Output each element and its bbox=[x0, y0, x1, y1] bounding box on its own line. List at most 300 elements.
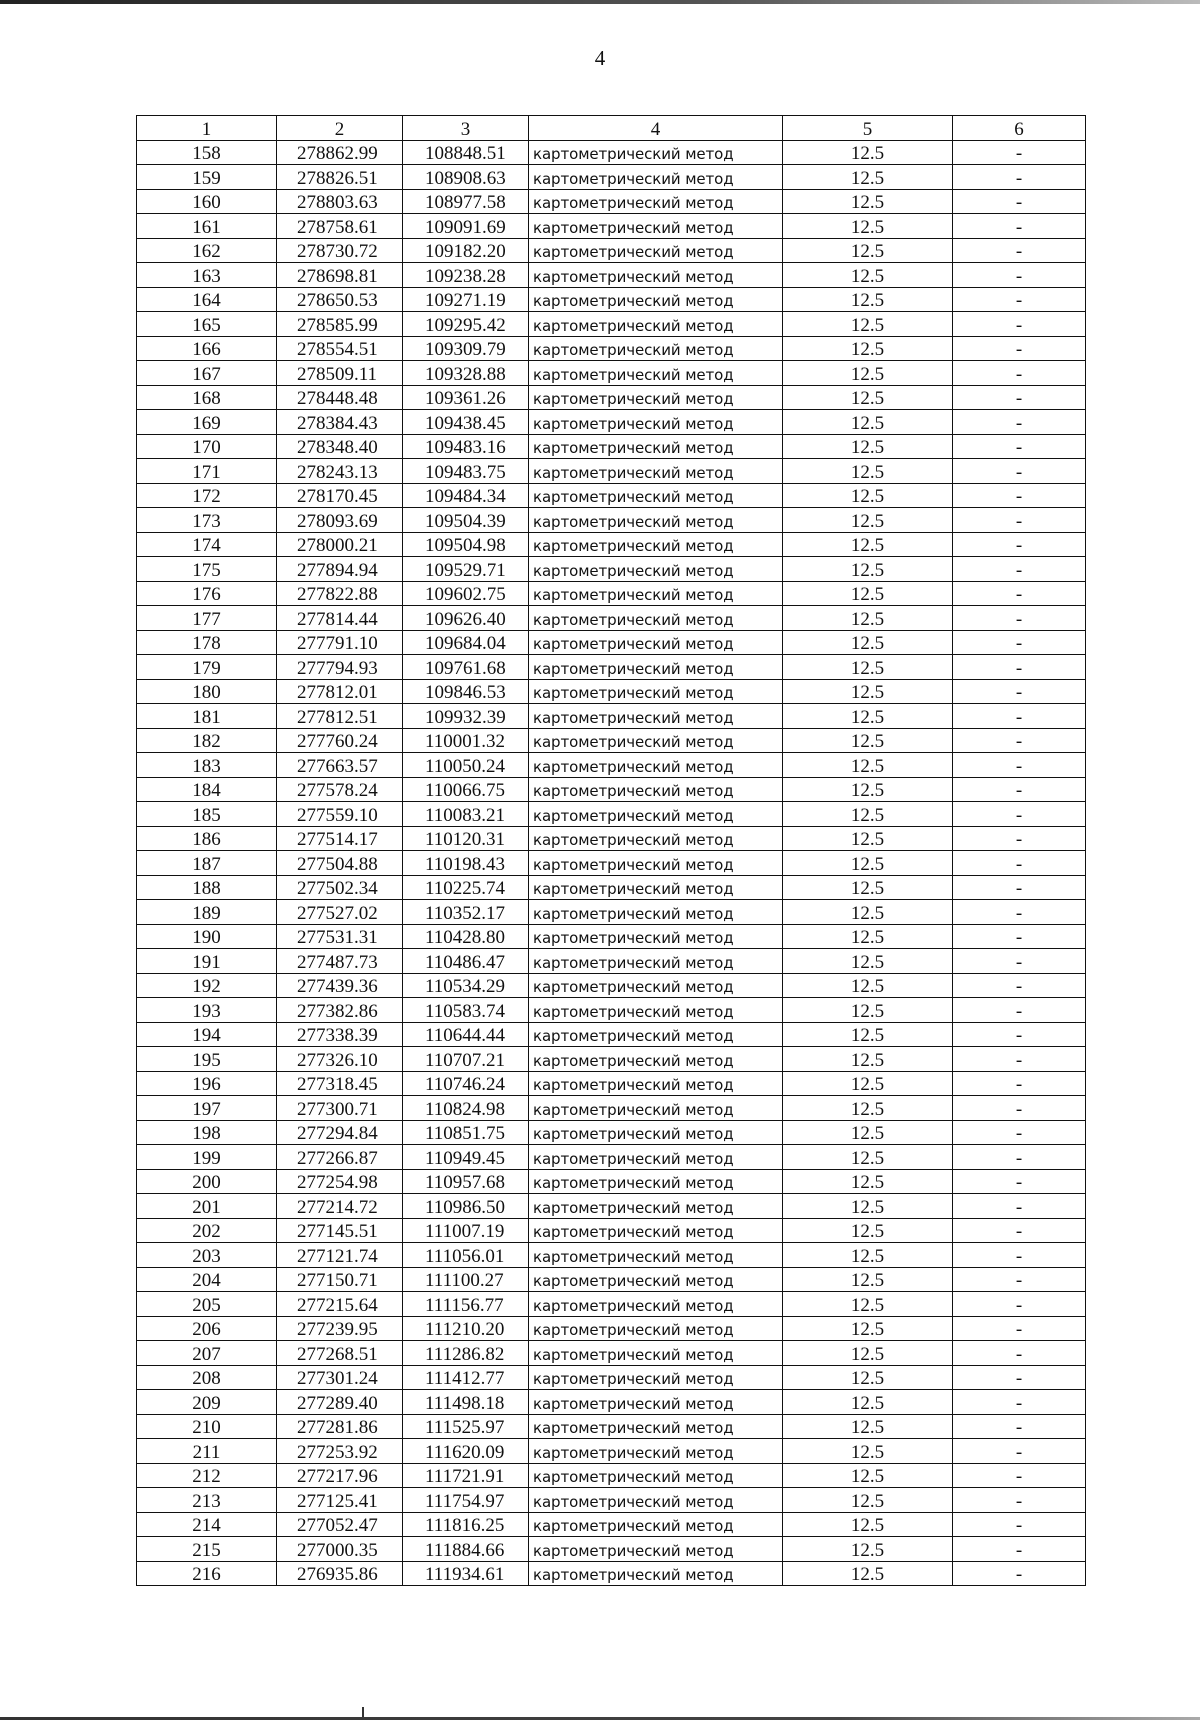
method-cell: картометрический метод bbox=[529, 1292, 783, 1317]
table-row bbox=[137, 214, 1086, 239]
accuracy-cell: 12.5 bbox=[783, 140, 953, 165]
accuracy-cell: 12.5 bbox=[783, 1194, 953, 1219]
coordinates-table bbox=[136, 115, 1086, 1586]
method-cell: картометрический метод bbox=[529, 949, 783, 974]
y-coordinate-cell: 111412.77 bbox=[403, 1365, 529, 1390]
point-number-cell: 196 bbox=[137, 1071, 277, 1096]
table-row bbox=[137, 1145, 1086, 1170]
x-coordinate-cell: 277318.45 bbox=[277, 1071, 403, 1096]
method-cell: картометрический метод bbox=[529, 1022, 783, 1047]
point-number-cell: 166 bbox=[137, 336, 277, 361]
point-number-cell: 195 bbox=[137, 1047, 277, 1072]
method-cell: картометрический метод bbox=[529, 508, 783, 533]
accuracy-cell: 12.5 bbox=[783, 1267, 953, 1292]
y-coordinate-cell: 109238.28 bbox=[403, 263, 529, 288]
table-row bbox=[137, 655, 1086, 680]
point-number-cell: 186 bbox=[137, 826, 277, 851]
y-coordinate-cell: 111100.27 bbox=[403, 1267, 529, 1292]
point-number-cell: 205 bbox=[137, 1292, 277, 1317]
x-coordinate-cell: 277894.94 bbox=[277, 557, 403, 582]
point-number-cell: 211 bbox=[137, 1439, 277, 1464]
accuracy-cell: 12.5 bbox=[783, 1561, 953, 1586]
y-coordinate-cell: 111498.18 bbox=[403, 1390, 529, 1415]
point-number-cell: 163 bbox=[137, 263, 277, 288]
empty-marker-cell: - bbox=[953, 165, 1086, 190]
column-header: 6 bbox=[953, 116, 1086, 141]
x-coordinate-cell: 278093.69 bbox=[277, 508, 403, 533]
method-cell: картометрический метод bbox=[529, 165, 783, 190]
empty-marker-cell: - bbox=[953, 1512, 1086, 1537]
table-row bbox=[137, 532, 1086, 557]
empty-marker-cell: - bbox=[953, 532, 1086, 557]
accuracy-cell: 12.5 bbox=[783, 361, 953, 386]
point-number-cell: 159 bbox=[137, 165, 277, 190]
accuracy-cell: 12.5 bbox=[783, 1071, 953, 1096]
y-coordinate-cell: 111525.97 bbox=[403, 1414, 529, 1439]
point-number-cell: 177 bbox=[137, 606, 277, 631]
y-coordinate-cell: 110644.44 bbox=[403, 1022, 529, 1047]
y-coordinate-cell: 111754.97 bbox=[403, 1488, 529, 1513]
x-coordinate-cell: 277215.64 bbox=[277, 1292, 403, 1317]
accuracy-cell: 12.5 bbox=[783, 704, 953, 729]
y-coordinate-cell: 110824.98 bbox=[403, 1096, 529, 1121]
y-coordinate-cell: 108908.63 bbox=[403, 165, 529, 190]
x-coordinate-cell: 277578.24 bbox=[277, 777, 403, 802]
empty-marker-cell: - bbox=[953, 483, 1086, 508]
accuracy-cell: 12.5 bbox=[783, 606, 953, 631]
accuracy-cell: 12.5 bbox=[783, 434, 953, 459]
point-number-cell: 161 bbox=[137, 214, 277, 239]
empty-marker-cell: - bbox=[953, 1414, 1086, 1439]
y-coordinate-cell: 109438.45 bbox=[403, 410, 529, 435]
point-number-cell: 175 bbox=[137, 557, 277, 582]
table-row bbox=[137, 385, 1086, 410]
empty-marker-cell: - bbox=[953, 1096, 1086, 1121]
method-cell: картометрический метод bbox=[529, 1512, 783, 1537]
table-row bbox=[137, 140, 1086, 165]
column-header: 3 bbox=[403, 116, 529, 141]
x-coordinate-cell: 278862.99 bbox=[277, 140, 403, 165]
table-row bbox=[137, 924, 1086, 949]
point-number-cell: 174 bbox=[137, 532, 277, 557]
point-number-cell: 198 bbox=[137, 1120, 277, 1145]
method-cell: картометрический метод bbox=[529, 532, 783, 557]
point-number-cell: 164 bbox=[137, 287, 277, 312]
table-row bbox=[137, 1390, 1086, 1415]
empty-marker-cell: - bbox=[953, 875, 1086, 900]
table-body bbox=[137, 140, 1086, 1586]
method-cell: картометрический метод bbox=[529, 826, 783, 851]
table-row bbox=[137, 1194, 1086, 1219]
x-coordinate-cell: 277214.72 bbox=[277, 1194, 403, 1219]
x-coordinate-cell: 278585.99 bbox=[277, 312, 403, 337]
method-cell: картометрический метод bbox=[529, 1365, 783, 1390]
empty-marker-cell: - bbox=[953, 1365, 1086, 1390]
y-coordinate-cell: 109932.39 bbox=[403, 704, 529, 729]
point-number-cell: 172 bbox=[137, 483, 277, 508]
x-coordinate-cell: 277125.41 bbox=[277, 1488, 403, 1513]
point-number-cell: 173 bbox=[137, 508, 277, 533]
point-number-cell: 190 bbox=[137, 924, 277, 949]
x-coordinate-cell: 277294.84 bbox=[277, 1120, 403, 1145]
y-coordinate-cell: 109182.20 bbox=[403, 238, 529, 263]
empty-marker-cell: - bbox=[953, 630, 1086, 655]
empty-marker-cell: - bbox=[953, 606, 1086, 631]
table-row bbox=[137, 973, 1086, 998]
point-number-cell: 167 bbox=[137, 361, 277, 386]
x-coordinate-cell: 277663.57 bbox=[277, 753, 403, 778]
empty-marker-cell: - bbox=[953, 1561, 1086, 1586]
scan-edge-bottom bbox=[0, 1717, 1200, 1720]
accuracy-cell: 12.5 bbox=[783, 1243, 953, 1268]
y-coordinate-cell: 110120.31 bbox=[403, 826, 529, 851]
x-coordinate-cell: 277266.87 bbox=[277, 1145, 403, 1170]
method-cell: картометрический метод bbox=[529, 1243, 783, 1268]
empty-marker-cell: - bbox=[953, 140, 1086, 165]
table-row bbox=[137, 1267, 1086, 1292]
y-coordinate-cell: 109361.26 bbox=[403, 385, 529, 410]
accuracy-cell: 12.5 bbox=[783, 679, 953, 704]
table-row bbox=[137, 336, 1086, 361]
y-coordinate-cell: 111007.19 bbox=[403, 1218, 529, 1243]
table-row bbox=[137, 1022, 1086, 1047]
empty-marker-cell: - bbox=[953, 557, 1086, 582]
table-row bbox=[137, 312, 1086, 337]
x-coordinate-cell: 277253.92 bbox=[277, 1439, 403, 1464]
empty-marker-cell: - bbox=[953, 214, 1086, 239]
accuracy-cell: 12.5 bbox=[783, 532, 953, 557]
point-number-cell: 171 bbox=[137, 459, 277, 484]
x-coordinate-cell: 277504.88 bbox=[277, 851, 403, 876]
x-coordinate-cell: 277289.40 bbox=[277, 1390, 403, 1415]
accuracy-cell: 12.5 bbox=[783, 655, 953, 680]
point-number-cell: 197 bbox=[137, 1096, 277, 1121]
table-row bbox=[137, 704, 1086, 729]
y-coordinate-cell: 111721.91 bbox=[403, 1463, 529, 1488]
table-row bbox=[137, 998, 1086, 1023]
x-coordinate-cell: 277531.31 bbox=[277, 924, 403, 949]
method-cell: картометрический метод bbox=[529, 1071, 783, 1096]
x-coordinate-cell: 277527.02 bbox=[277, 900, 403, 925]
y-coordinate-cell: 110949.45 bbox=[403, 1145, 529, 1170]
table-row bbox=[137, 900, 1086, 925]
empty-marker-cell: - bbox=[953, 1439, 1086, 1464]
table-header-row bbox=[137, 116, 1086, 141]
x-coordinate-cell: 278448.48 bbox=[277, 385, 403, 410]
y-coordinate-cell: 109091.69 bbox=[403, 214, 529, 239]
accuracy-cell: 12.5 bbox=[783, 802, 953, 827]
empty-marker-cell: - bbox=[953, 1341, 1086, 1366]
accuracy-cell: 12.5 bbox=[783, 1463, 953, 1488]
accuracy-cell: 12.5 bbox=[783, 973, 953, 998]
x-coordinate-cell: 278803.63 bbox=[277, 189, 403, 214]
point-number-cell: 200 bbox=[137, 1169, 277, 1194]
accuracy-cell: 12.5 bbox=[783, 312, 953, 337]
accuracy-cell: 12.5 bbox=[783, 851, 953, 876]
empty-marker-cell: - bbox=[953, 410, 1086, 435]
accuracy-cell: 12.5 bbox=[783, 483, 953, 508]
point-number-cell: 201 bbox=[137, 1194, 277, 1219]
accuracy-cell: 12.5 bbox=[783, 1341, 953, 1366]
empty-marker-cell: - bbox=[953, 1120, 1086, 1145]
empty-marker-cell: - bbox=[953, 1169, 1086, 1194]
y-coordinate-cell: 109504.98 bbox=[403, 532, 529, 557]
accuracy-cell: 12.5 bbox=[783, 949, 953, 974]
accuracy-cell: 12.5 bbox=[783, 263, 953, 288]
method-cell: картометрический метод bbox=[529, 998, 783, 1023]
accuracy-cell: 12.5 bbox=[783, 1390, 953, 1415]
y-coordinate-cell: 110707.21 bbox=[403, 1047, 529, 1072]
empty-marker-cell: - bbox=[953, 238, 1086, 263]
x-coordinate-cell: 277822.88 bbox=[277, 581, 403, 606]
method-cell: картометрический метод bbox=[529, 1561, 783, 1586]
accuracy-cell: 12.5 bbox=[783, 385, 953, 410]
method-cell: картометрический метод bbox=[529, 336, 783, 361]
point-number-cell: 184 bbox=[137, 777, 277, 802]
point-number-cell: 213 bbox=[137, 1488, 277, 1513]
table-row bbox=[137, 1243, 1086, 1268]
x-coordinate-cell: 277812.01 bbox=[277, 679, 403, 704]
table-row bbox=[137, 1341, 1086, 1366]
method-cell: картометрический метод bbox=[529, 1194, 783, 1219]
y-coordinate-cell: 110050.24 bbox=[403, 753, 529, 778]
y-coordinate-cell: 110583.74 bbox=[403, 998, 529, 1023]
empty-marker-cell: - bbox=[953, 1316, 1086, 1341]
method-cell: картометрический метод bbox=[529, 1463, 783, 1488]
table-row bbox=[137, 165, 1086, 190]
point-number-cell: 178 bbox=[137, 630, 277, 655]
empty-marker-cell: - bbox=[953, 1145, 1086, 1170]
table-row bbox=[137, 1047, 1086, 1072]
y-coordinate-cell: 111210.20 bbox=[403, 1316, 529, 1341]
y-coordinate-cell: 109761.68 bbox=[403, 655, 529, 680]
y-coordinate-cell: 109328.88 bbox=[403, 361, 529, 386]
table-row bbox=[137, 875, 1086, 900]
accuracy-cell: 12.5 bbox=[783, 1414, 953, 1439]
accuracy-cell: 12.5 bbox=[783, 1488, 953, 1513]
y-coordinate-cell: 110986.50 bbox=[403, 1194, 529, 1219]
x-coordinate-cell: 278384.43 bbox=[277, 410, 403, 435]
table-row bbox=[137, 777, 1086, 802]
table-row bbox=[137, 508, 1086, 533]
method-cell: картометрический метод bbox=[529, 630, 783, 655]
x-coordinate-cell: 278730.72 bbox=[277, 238, 403, 263]
point-number-cell: 199 bbox=[137, 1145, 277, 1170]
accuracy-cell: 12.5 bbox=[783, 924, 953, 949]
accuracy-cell: 12.5 bbox=[783, 1537, 953, 1562]
point-number-cell: 202 bbox=[137, 1218, 277, 1243]
method-cell: картометрический метод bbox=[529, 924, 783, 949]
point-number-cell: 206 bbox=[137, 1316, 277, 1341]
y-coordinate-cell: 110851.75 bbox=[403, 1120, 529, 1145]
y-coordinate-cell: 111884.66 bbox=[403, 1537, 529, 1562]
empty-marker-cell: - bbox=[953, 1390, 1086, 1415]
table-row bbox=[137, 410, 1086, 435]
y-coordinate-cell: 110957.68 bbox=[403, 1169, 529, 1194]
accuracy-cell: 12.5 bbox=[783, 557, 953, 582]
method-cell: картометрический метод bbox=[529, 214, 783, 239]
table-row bbox=[137, 1218, 1086, 1243]
y-coordinate-cell: 108848.51 bbox=[403, 140, 529, 165]
method-cell: картометрический метод bbox=[529, 1096, 783, 1121]
method-cell: картометрический метод bbox=[529, 973, 783, 998]
point-number-cell: 185 bbox=[137, 802, 277, 827]
accuracy-cell: 12.5 bbox=[783, 214, 953, 239]
y-coordinate-cell: 111816.25 bbox=[403, 1512, 529, 1537]
empty-marker-cell: - bbox=[953, 851, 1086, 876]
x-coordinate-cell: 278650.53 bbox=[277, 287, 403, 312]
accuracy-cell: 12.5 bbox=[783, 1218, 953, 1243]
method-cell: картометрический метод bbox=[529, 557, 783, 582]
method-cell: картометрический метод bbox=[529, 312, 783, 337]
x-coordinate-cell: 277382.86 bbox=[277, 998, 403, 1023]
table-row bbox=[137, 483, 1086, 508]
table-row bbox=[137, 606, 1086, 631]
point-number-cell: 189 bbox=[137, 900, 277, 925]
y-coordinate-cell: 111056.01 bbox=[403, 1243, 529, 1268]
table-row bbox=[137, 728, 1086, 753]
point-number-cell: 212 bbox=[137, 1463, 277, 1488]
accuracy-cell: 12.5 bbox=[783, 410, 953, 435]
point-number-cell: 204 bbox=[137, 1267, 277, 1292]
x-coordinate-cell: 277268.51 bbox=[277, 1341, 403, 1366]
empty-marker-cell: - bbox=[953, 1243, 1086, 1268]
accuracy-cell: 12.5 bbox=[783, 238, 953, 263]
point-number-cell: 193 bbox=[137, 998, 277, 1023]
accuracy-cell: 12.5 bbox=[783, 1512, 953, 1537]
method-cell: картометрический метод bbox=[529, 1390, 783, 1415]
table-row bbox=[137, 802, 1086, 827]
y-coordinate-cell: 110001.32 bbox=[403, 728, 529, 753]
empty-marker-cell: - bbox=[953, 753, 1086, 778]
x-coordinate-cell: 277514.17 bbox=[277, 826, 403, 851]
method-cell: картометрический метод bbox=[529, 1488, 783, 1513]
method-cell: картометрический метод bbox=[529, 851, 783, 876]
y-coordinate-cell: 109684.04 bbox=[403, 630, 529, 655]
x-coordinate-cell: 277150.71 bbox=[277, 1267, 403, 1292]
method-cell: картометрический метод bbox=[529, 753, 783, 778]
table-row bbox=[137, 189, 1086, 214]
empty-marker-cell: - bbox=[953, 826, 1086, 851]
y-coordinate-cell: 110198.43 bbox=[403, 851, 529, 876]
y-coordinate-cell: 111934.61 bbox=[403, 1561, 529, 1586]
scan-edge-top bbox=[0, 0, 1200, 4]
method-cell: картометрический метод bbox=[529, 1169, 783, 1194]
method-cell: картометрический метод bbox=[529, 1267, 783, 1292]
point-number-cell: 165 bbox=[137, 312, 277, 337]
empty-marker-cell: - bbox=[953, 679, 1086, 704]
method-cell: картометрический метод bbox=[529, 606, 783, 631]
accuracy-cell: 12.5 bbox=[783, 459, 953, 484]
method-cell: картометрический метод bbox=[529, 777, 783, 802]
y-coordinate-cell: 109483.75 bbox=[403, 459, 529, 484]
accuracy-cell: 12.5 bbox=[783, 1316, 953, 1341]
page-number: 4 bbox=[594, 46, 606, 70]
point-number-cell: 203 bbox=[137, 1243, 277, 1268]
accuracy-cell: 12.5 bbox=[783, 900, 953, 925]
x-coordinate-cell: 278348.40 bbox=[277, 434, 403, 459]
empty-marker-cell: - bbox=[953, 1218, 1086, 1243]
table-row bbox=[137, 581, 1086, 606]
table-row bbox=[137, 1316, 1086, 1341]
y-coordinate-cell: 110534.29 bbox=[403, 973, 529, 998]
table-row bbox=[137, 287, 1086, 312]
x-coordinate-cell: 278826.51 bbox=[277, 165, 403, 190]
x-coordinate-cell: 277326.10 bbox=[277, 1047, 403, 1072]
empty-marker-cell: - bbox=[953, 777, 1086, 802]
accuracy-cell: 12.5 bbox=[783, 1047, 953, 1072]
empty-marker-cell: - bbox=[953, 508, 1086, 533]
empty-marker-cell: - bbox=[953, 998, 1086, 1023]
y-coordinate-cell: 109504.39 bbox=[403, 508, 529, 533]
point-number-cell: 183 bbox=[137, 753, 277, 778]
point-number-cell: 168 bbox=[137, 385, 277, 410]
point-number-cell: 192 bbox=[137, 973, 277, 998]
table-row bbox=[137, 238, 1086, 263]
point-number-cell: 180 bbox=[137, 679, 277, 704]
accuracy-cell: 12.5 bbox=[783, 508, 953, 533]
method-cell: картометрический метод bbox=[529, 238, 783, 263]
table-row bbox=[137, 1292, 1086, 1317]
point-number-cell: 170 bbox=[137, 434, 277, 459]
point-number-cell: 207 bbox=[137, 1341, 277, 1366]
accuracy-cell: 12.5 bbox=[783, 287, 953, 312]
point-number-cell: 158 bbox=[137, 140, 277, 165]
empty-marker-cell: - bbox=[953, 581, 1086, 606]
point-number-cell: 209 bbox=[137, 1390, 277, 1415]
table-row bbox=[137, 949, 1086, 974]
point-number-cell: 182 bbox=[137, 728, 277, 753]
y-coordinate-cell: 108977.58 bbox=[403, 189, 529, 214]
accuracy-cell: 12.5 bbox=[783, 1120, 953, 1145]
y-coordinate-cell: 110428.80 bbox=[403, 924, 529, 949]
x-coordinate-cell: 278243.13 bbox=[277, 459, 403, 484]
method-cell: картометрический метод bbox=[529, 434, 783, 459]
empty-marker-cell: - bbox=[953, 336, 1086, 361]
empty-marker-cell: - bbox=[953, 287, 1086, 312]
x-coordinate-cell: 277052.47 bbox=[277, 1512, 403, 1537]
table-row bbox=[137, 1439, 1086, 1464]
x-coordinate-cell: 277487.73 bbox=[277, 949, 403, 974]
method-cell: картометрический метод bbox=[529, 189, 783, 214]
y-coordinate-cell: 109309.79 bbox=[403, 336, 529, 361]
accuracy-cell: 12.5 bbox=[783, 875, 953, 900]
x-coordinate-cell: 277814.44 bbox=[277, 606, 403, 631]
empty-marker-cell: - bbox=[953, 1537, 1086, 1562]
point-number-cell: 187 bbox=[137, 851, 277, 876]
x-coordinate-cell: 277254.98 bbox=[277, 1169, 403, 1194]
table-row bbox=[137, 361, 1086, 386]
point-number-cell: 169 bbox=[137, 410, 277, 435]
table-row bbox=[137, 753, 1086, 778]
x-coordinate-cell: 277000.35 bbox=[277, 1537, 403, 1562]
accuracy-cell: 12.5 bbox=[783, 1096, 953, 1121]
method-cell: картометрический метод bbox=[529, 704, 783, 729]
y-coordinate-cell: 111286.82 bbox=[403, 1341, 529, 1366]
method-cell: картометрический метод bbox=[529, 287, 783, 312]
table-row bbox=[137, 1365, 1086, 1390]
x-coordinate-cell: 277559.10 bbox=[277, 802, 403, 827]
table-row bbox=[137, 679, 1086, 704]
y-coordinate-cell: 109529.71 bbox=[403, 557, 529, 582]
accuracy-cell: 12.5 bbox=[783, 1365, 953, 1390]
y-coordinate-cell: 109295.42 bbox=[403, 312, 529, 337]
table-row bbox=[137, 459, 1086, 484]
accuracy-cell: 12.5 bbox=[783, 1022, 953, 1047]
table-row bbox=[137, 1561, 1086, 1586]
empty-marker-cell: - bbox=[953, 385, 1086, 410]
x-coordinate-cell: 277281.86 bbox=[277, 1414, 403, 1439]
